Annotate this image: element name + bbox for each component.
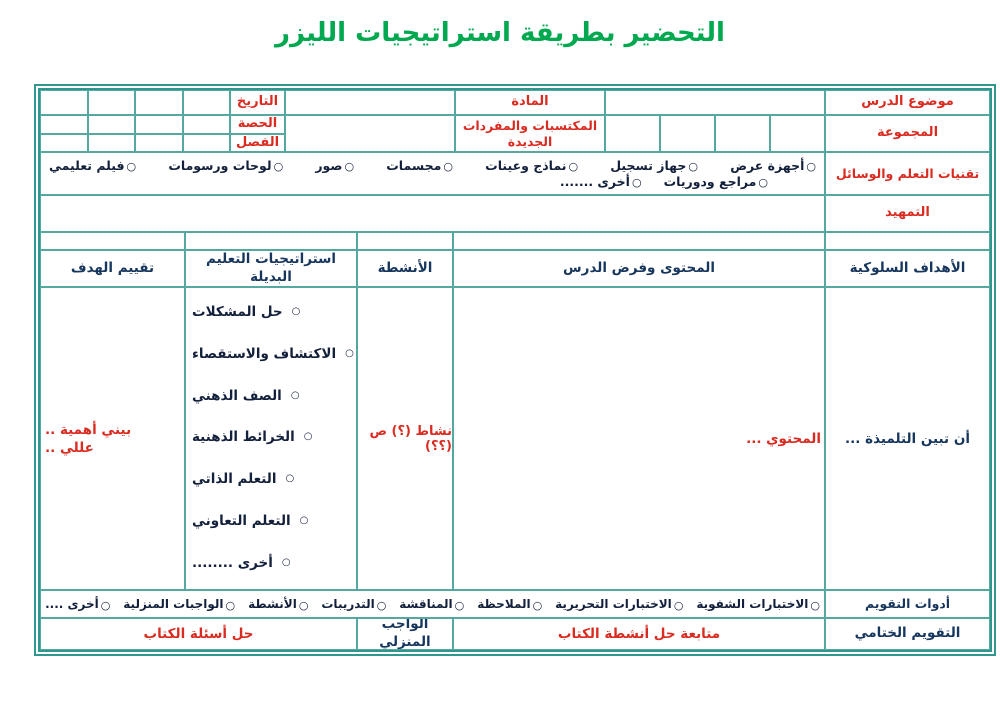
activities-text: نشاط (؟) ص (؟؟) [357, 287, 453, 590]
date-blank-cell [135, 90, 183, 115]
checkbox-option-label: الخرائط الذهنية [192, 429, 295, 446]
header-strategies: استراتيجيات التعليم البديلة [185, 250, 357, 287]
final-followup-text: متابعة حل أنشطة الكتاب [453, 618, 825, 650]
checkbox-option[interactable] [321, 597, 386, 611]
circle-checkbox-icon[interactable]: ○ [688, 160, 699, 173]
blank-cell [357, 232, 453, 250]
circle-checkbox-icon[interactable]: ○ [532, 598, 543, 612]
checkbox-option[interactable] [477, 597, 542, 611]
date-blank-cell [88, 90, 135, 115]
circle-checkbox-icon[interactable]: ○ [631, 176, 642, 189]
circle-checkbox-icon[interactable]: ○ [303, 431, 313, 443]
circle-checkbox-icon[interactable]: ○ [810, 598, 820, 612]
group-label: المجموعة [825, 115, 990, 152]
strategies-list [185, 287, 357, 590]
checkbox-option[interactable] [192, 304, 300, 320]
circle-checkbox-icon[interactable]: ○ [273, 160, 284, 173]
checkbox-option-label: أجهزة عرض [730, 158, 805, 173]
checkbox-option-label: حل المشكلات [192, 304, 283, 320]
checkbox-option[interactable] [730, 158, 816, 173]
checkbox-option[interactable] [192, 429, 312, 445]
class-label: الفصل [230, 134, 285, 152]
evaluation-line-1: بيني أهمية .. [45, 421, 132, 438]
class-blank-cell [183, 134, 230, 152]
checkbox-option[interactable] [560, 174, 642, 189]
subject-value-cell [285, 90, 455, 115]
objectives-text: أن تبين التلميذة ... [825, 287, 990, 590]
checkbox-option[interactable] [49, 158, 136, 173]
evaluation-line-2: عللي .. [45, 439, 94, 456]
circle-checkbox-icon[interactable]: ○ [443, 160, 453, 173]
period-label: الحصة [230, 115, 285, 134]
circle-checkbox-icon[interactable]: ○ [376, 598, 387, 612]
lesson-plan-table [34, 84, 996, 656]
lesson-subject-value-cell [605, 90, 825, 115]
content-text: المحتوي ... [453, 287, 825, 590]
date-label: التاريخ [230, 90, 285, 115]
circle-checkbox-icon[interactable]: ○ [454, 598, 465, 612]
checkbox-option-label: التدريبات [321, 597, 375, 611]
checkbox-option[interactable] [192, 471, 294, 487]
class-blank-cell [135, 134, 183, 152]
checkbox-option-label: أخرى ........ [192, 554, 273, 571]
checkbox-option-label: التعلم الذاتي [192, 471, 277, 488]
circle-checkbox-icon[interactable]: ○ [758, 176, 768, 189]
circle-checkbox-icon[interactable]: ○ [806, 160, 816, 173]
circle-checkbox-icon[interactable]: ○ [100, 598, 111, 612]
group-blank-cell [715, 115, 770, 152]
checkbox-option-label: أخرى ....... [559, 174, 630, 189]
checkbox-option[interactable] [192, 346, 354, 362]
checkbox-option[interactable] [399, 597, 464, 611]
checkbox-option[interactable] [610, 158, 698, 173]
checkbox-option-label: الصف الذهني [192, 387, 282, 404]
intro-label: التمهيد [825, 195, 990, 232]
checkbox-option-label: مجسمات [386, 158, 442, 173]
circle-checkbox-icon[interactable]: ○ [290, 389, 300, 401]
assessment-label: أدوات التقويم [825, 590, 990, 618]
circle-checkbox-icon[interactable]: ○ [673, 598, 684, 612]
checkbox-option-label: لوحات ورسومات [168, 158, 272, 173]
checkbox-option-label: الملاحظة [477, 597, 531, 611]
assessment-options-cell [40, 590, 825, 618]
period-blank-cell [40, 115, 88, 134]
checkbox-option-label: صور [315, 158, 343, 173]
circle-checkbox-icon[interactable]: ○ [345, 347, 354, 359]
checkbox-option[interactable] [315, 158, 354, 173]
checkbox-option-label: الاختبارات التحريرية [555, 597, 672, 611]
intro-value-cell [40, 195, 825, 232]
period-blank-cell [135, 115, 183, 134]
group-blank-cell [770, 115, 825, 152]
date-blank-cell [183, 90, 230, 115]
circle-checkbox-icon[interactable]: ○ [291, 306, 301, 317]
homework-label: الواجب المنزلي [357, 618, 453, 650]
period-blank-cell [183, 115, 230, 134]
evaluation-text [40, 287, 185, 590]
header-evaluation: تقييم الهدف [40, 250, 185, 287]
circle-checkbox-icon[interactable]: ○ [344, 160, 355, 173]
checkbox-option[interactable] [192, 555, 291, 571]
class-blank-cell [40, 134, 88, 152]
checkbox-option[interactable] [45, 597, 110, 611]
checkbox-option-label: الأنشطة [248, 597, 297, 611]
tools-options-cell [40, 152, 825, 195]
homework-value-text: حل أسئلة الكتاب [40, 618, 357, 650]
assessment-row [41, 597, 824, 611]
header-activities: الأنشطة [357, 250, 453, 287]
group-blank-cell [660, 115, 715, 152]
checkbox-option-label: المناقشة [399, 597, 453, 611]
blank-cell [40, 232, 185, 250]
header-content: المحتوى وفرض الدرس [453, 250, 825, 287]
checkbox-option[interactable] [485, 158, 578, 173]
checkbox-option-label: نماذج وعينات [485, 158, 567, 173]
checkbox-option-label: مراجع ودوريات [663, 174, 757, 189]
page-title: التحضير بطريقة استراتيجيات الليزر [275, 18, 725, 48]
checkbox-option[interactable] [696, 597, 820, 611]
checkbox-option[interactable] [248, 597, 308, 611]
checkbox-option[interactable] [168, 158, 283, 173]
final-evaluation-label: التقويم الختامي [825, 618, 990, 650]
circle-checkbox-icon[interactable]: ○ [298, 598, 309, 612]
acquisitions-value-cell [285, 115, 455, 152]
checkbox-option-label: الواجبات المنزلية [123, 597, 224, 611]
checkbox-option[interactable] [192, 513, 308, 529]
checkbox-option[interactable] [555, 597, 683, 611]
lesson-subject-label: موضوع الدرس [825, 90, 990, 115]
checkbox-option-label: أخرى .... [45, 597, 99, 611]
tools-row-2 [45, 174, 820, 189]
circle-checkbox-icon[interactable]: ○ [126, 160, 137, 173]
circle-checkbox-icon[interactable]: ○ [285, 473, 295, 485]
checkbox-option[interactable] [664, 174, 768, 189]
checkbox-option[interactable] [386, 158, 453, 173]
period-blank-cell [88, 115, 135, 134]
tools-label: تقنيات التعلم والوسائل [825, 152, 990, 195]
circle-checkbox-icon[interactable]: ○ [225, 598, 236, 612]
group-blank-cell [605, 115, 660, 152]
blank-cell [185, 232, 357, 250]
checkbox-option-label: التعلم التعاوني [192, 513, 291, 530]
checkbox-option-label: فيلم تعليمي [49, 158, 125, 173]
date-blank-cell [40, 90, 88, 115]
checkbox-option-label: الاكتشاف والاستقصاء [192, 345, 337, 362]
acquisitions-label: المكتسبات والمفردات الجديدة [455, 115, 605, 152]
circle-checkbox-icon[interactable]: ○ [299, 515, 309, 527]
circle-checkbox-icon[interactable]: ○ [281, 556, 291, 568]
checkbox-option[interactable] [123, 597, 235, 611]
circle-checkbox-icon[interactable]: ○ [568, 160, 579, 173]
tools-row-1 [45, 158, 820, 173]
class-blank-cell [88, 134, 135, 152]
subject-label: المادة [455, 90, 605, 115]
blank-cell [453, 232, 825, 250]
blank-cell [825, 232, 990, 250]
header-objectives: الأهداف السلوكية [825, 250, 990, 287]
checkbox-option-label: جهاز تسجيل [610, 158, 687, 173]
checkbox-option[interactable] [192, 388, 300, 404]
checkbox-option-label: الاختبارات الشفوية [696, 597, 809, 611]
